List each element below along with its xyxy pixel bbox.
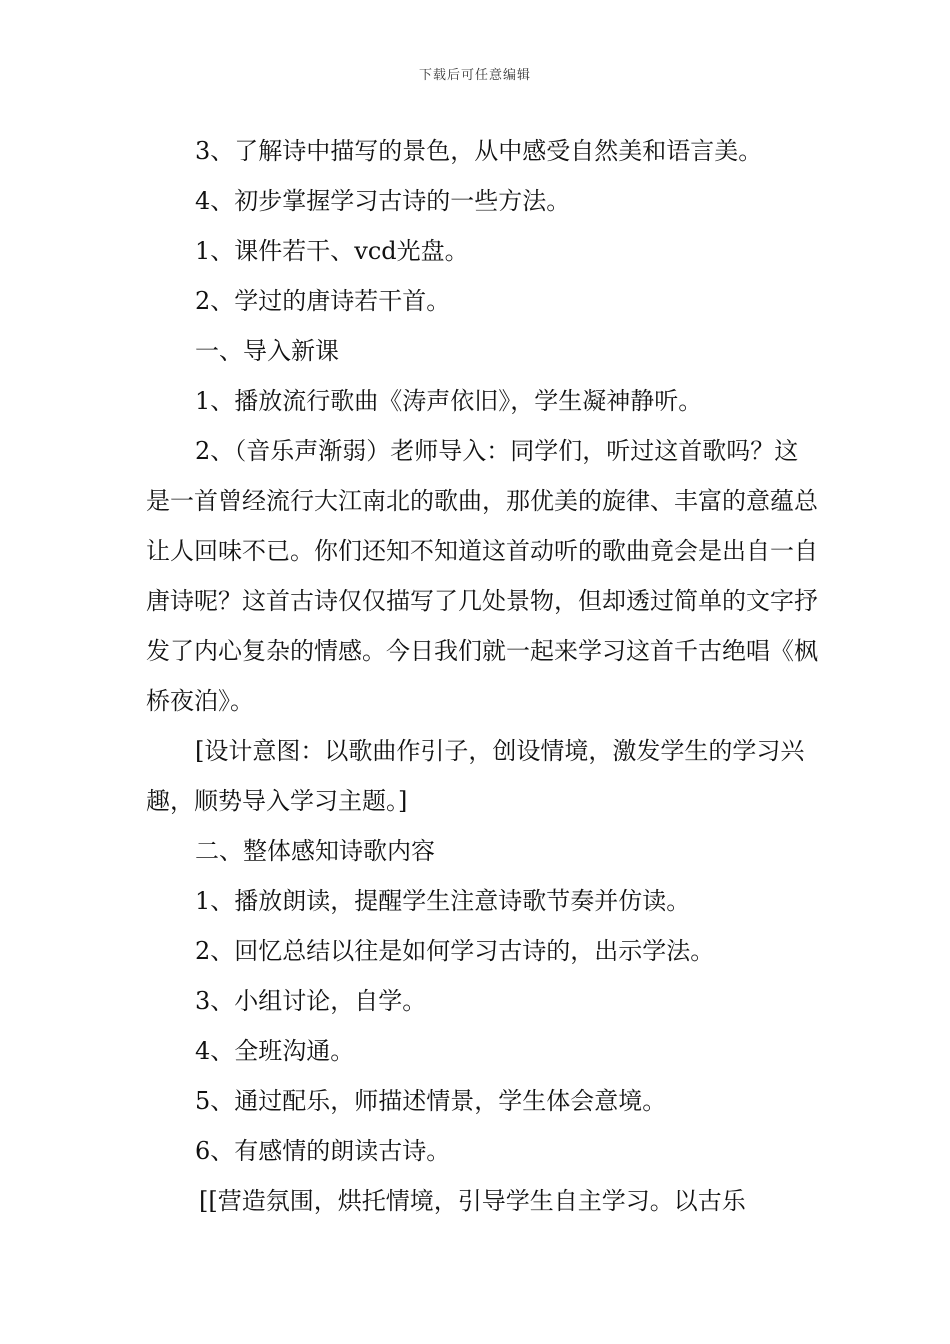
paragraph-overview-5: 5、通过配乐，师描述情景，学生体会意境。	[195, 1087, 667, 1115]
paragraph-goal-4: 4、初步掌握学习古诗的一些方法。	[195, 187, 571, 215]
paragraph-goal-3: 3、了解诗中描写的景色，从中感受自然美和语言美。	[195, 137, 763, 165]
paragraph-intro-1: 1、播放流行歌曲《涛声依旧》，学生凝神静听。	[195, 387, 703, 415]
paragraph-overview-2: 2、回忆总结以往是如何学习古诗的，出示学法。	[195, 937, 715, 965]
paragraph-design-intent-2: [[营造氛围，烘托情境，引导学生自主学习。以古乐	[199, 1187, 746, 1215]
paragraph-prep-2: 2、学过的唐诗若干首。	[195, 287, 451, 315]
paragraph-overview-1: 1、播放朗读，提醒学生注意诗歌节奏并仿读。	[195, 887, 691, 915]
paragraph-design-intent-1: [设计意图：以歌曲作引子，创设情境，激发学生的学习兴趣，顺势导入学习主题。]	[146, 737, 805, 815]
paragraph-intro-2: 2、（音乐声渐弱）老师导入：同学们，听过这首歌吗？这是一首曾经流行大江南北的歌曲，那优美的旋律、丰富的意蕴总让人回味不已。你们还知不知道这首动听的歌曲竟会是出自一自唐诗呢？这首古诗仅仅描写了几处景物，但却透过简单的文字抒发了内心复杂的情感。今日我们就一起来学习这首千古绝唱《枫桥夜泊》。	[146, 437, 818, 715]
document-body	[146, 126, 818, 1226]
paragraph-overview-6: 6、有感情的朗读古诗。	[195, 1137, 451, 1165]
section-heading-overview: 二、整体感知诗歌内容	[195, 837, 435, 865]
paragraph-prep-1: 1、课件若干、vcd光盘。	[195, 237, 469, 265]
section-heading-intro: 一、导入新课	[195, 337, 339, 365]
paragraph-overview-3: 3、小组讨论，自学。	[195, 987, 427, 1015]
paragraph-overview-4: 4、全班沟通。	[195, 1037, 355, 1065]
page-header-note: 下载后可任意编辑	[418, 68, 531, 83]
